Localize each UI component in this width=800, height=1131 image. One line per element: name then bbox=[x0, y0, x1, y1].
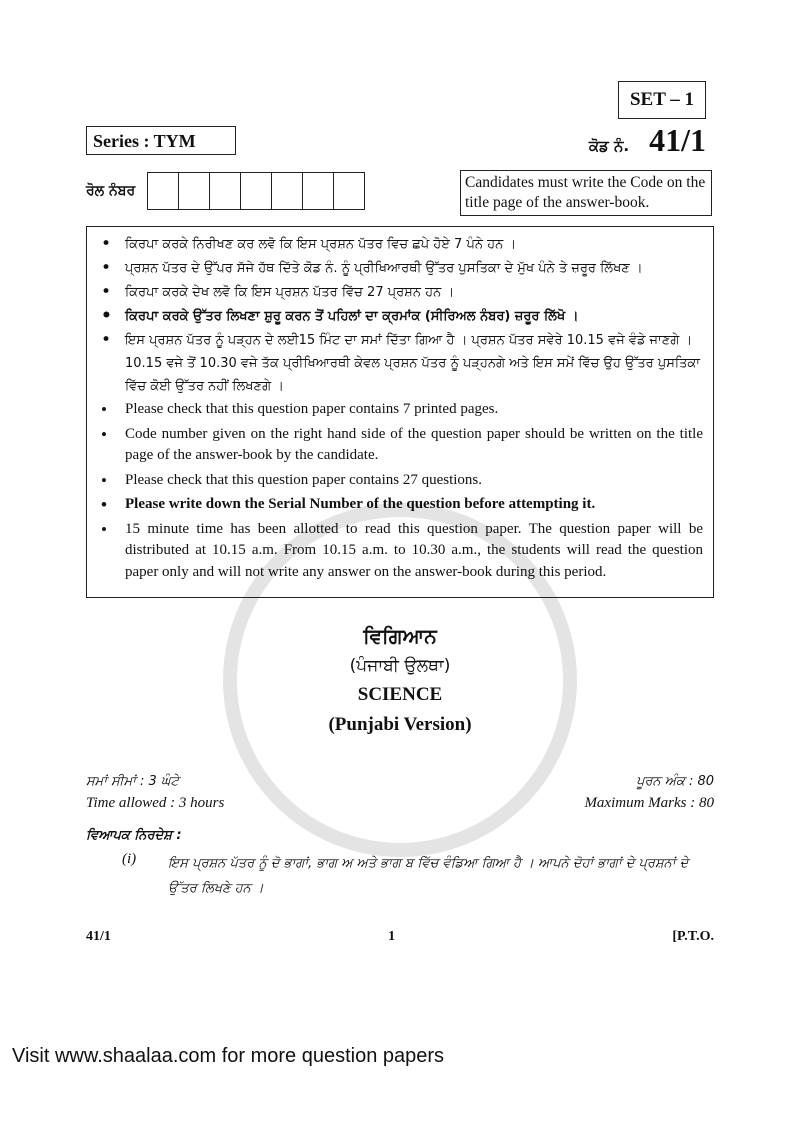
subtitle-english: (Punjabi Version) bbox=[328, 714, 472, 735]
roll-cell bbox=[241, 173, 272, 209]
candidates-note: Candidates must write the Code on the title page of the answer-book. bbox=[460, 170, 712, 216]
roll-number-boxes bbox=[147, 172, 365, 210]
title-english: SCIENCE bbox=[357, 684, 443, 705]
meta-block bbox=[86, 774, 714, 812]
roll-cell bbox=[210, 173, 241, 209]
bottom-link[interactable]: Visit www.shaalaa.com for more question papers bbox=[12, 1045, 445, 1067]
roll-number-label: ਰੋਲ ਨੰਬਰ bbox=[86, 183, 136, 199]
roll-cell bbox=[272, 173, 303, 209]
pto-label: [P.T.O. bbox=[672, 929, 714, 944]
footer-code: 41/1 bbox=[86, 929, 111, 944]
roll-row bbox=[86, 170, 714, 216]
roll-cell bbox=[303, 173, 334, 209]
series-label: Series : TYM bbox=[86, 126, 236, 155]
roll-cell bbox=[334, 173, 364, 209]
series-code-row bbox=[86, 121, 714, 158]
title-punjabi: ਵਿਗਿਆਨ bbox=[363, 624, 437, 648]
general-instructions bbox=[86, 828, 714, 901]
title-block bbox=[86, 624, 714, 736]
instruction-item: • ਕਿਰਪਾ ਕਰਕੇ ਦੇਖ ਲਵੋ ਕਿ ਇਸ ਪ੍ਰਸ਼ਨ ਪੱਤਰ ਵਿੱਚ 27 ਪ੍ਰਸ਼ਨ ਹਨ । bbox=[125, 281, 703, 304]
subtitle-punjabi: (ਪੰਜਾਬੀ ਉਲਥਾ) bbox=[349, 656, 451, 676]
instructions-box bbox=[86, 226, 714, 598]
instruction-item: • 15 minute time has been allotted to read this question paper. The question paper will be distributed at 10.15 a.m. From 10.15 a.m. to 10.30 a.m., the students will read the question paper only and will not write any answer on the answer-book during this period. bbox=[125, 519, 703, 584]
instruction-item: • ਕਿਰਪਾ ਕਰਕੇ ਨਿਰੀਖਣ ਕਰ ਲਵੋ ਕਿ ਇਸ ਪ੍ਰਸ਼ਨ ਪੱਤਰ ਵਿਚ ਛਪੇ ਹੋਏ 7 ਪੰਨੇ ਹਨ । bbox=[125, 233, 703, 256]
time-english: Time allowed : 3 hours bbox=[86, 795, 225, 811]
code-label: ਕੋਡ ਨੰ. bbox=[588, 136, 630, 155]
code-group bbox=[589, 122, 714, 159]
page-footer bbox=[86, 929, 714, 945]
instruction-item: • Please check that this question paper contains 7 printed pages. bbox=[125, 399, 703, 421]
instruction-item: • ਇਸ ਪ੍ਰਸ਼ਨ ਪੱਤਰ ਨੂੰ ਪੜ੍ਹਨ ਦੇ ਲਈ15 ਮਿੰਟ ਦਾ ਸਮਾਂ ਦਿੱਤਾ ਗਿਆ ਹੈ । ਪ੍ਰਸ਼ਨ ਪੱਤਰ ਸਵੇਰੇ 10.15 ਵਜੇ ਵੰਡੇ ਜਾਣਗੇ । 10.15 ਵਜੇ ਤੋਂ 10.30 ਵਜੇ ਤੱਕ ਪ੍ਰੀਖਿਆਰਥੀ ਕੇਵਲ ਪ੍ਰਸ਼ਨ ਪੱਤਰ ਨੂੰ ਪੜ੍ਹਨਗੇ ਅਤੇ ਇਸ ਸਮੇਂ ਵਿੱਚ ਉਹ ਉੱਤਰ ਪੁਸਤਿਕਾ ਵਿੱਚ ਕੋਈ ਉੱਤਰ ਨਹੀਂ ਲਿਖਣਗੇ । bbox=[125, 329, 703, 398]
instruction-item: • Please write down the Serial Number of the question before attempting it. bbox=[125, 494, 703, 516]
marks-english: Maximum Marks : 80 bbox=[584, 795, 714, 811]
time-punjabi: ਸਮਾਂ ਸੀਮਾਂ : 3 ਘੰਟੇ bbox=[86, 774, 179, 789]
roll-cell bbox=[148, 173, 179, 209]
paper-code: 41/1 bbox=[649, 121, 706, 158]
instructions-list bbox=[87, 227, 713, 583]
general-instructions-heading: ਵਿਆਪਕ ਨਿਰਦੇਸ਼ : bbox=[86, 828, 182, 843]
instruction-item: • Code number given on the right hand side of the question paper should be written on the title page of the answer-book by the candidate. bbox=[125, 424, 703, 467]
page-number: 1 bbox=[388, 929, 396, 944]
marks-punjabi: ਪੂਰਨ ਅੰਕ : 80 bbox=[636, 774, 714, 789]
set-row bbox=[86, 81, 714, 119]
instruction-item: • Please check that this question paper contains 27 questions. bbox=[125, 470, 703, 492]
general-item bbox=[86, 851, 714, 901]
set-label: SET – 1 bbox=[618, 81, 706, 119]
roll-cell bbox=[179, 173, 210, 209]
instruction-item: • ਪ੍ਰਸ਼ਨ ਪੱਤਰ ਦੇ ਉੱਪਰ ਸੱਜੇ ਹੱਥ ਦਿੱਤੇ ਕੋਡ ਨੰ. ਨੂੰ ਪ੍ਰੀਖਿਆਰਥੀ ਉੱਤਰ ਪੁਸਤਿਕਾ ਦੇ ਮੁੱਖ ਪੰਨੇ ਤੇ ਜ਼ਰੂਰ ਲਿੱਖਣ । bbox=[125, 257, 703, 280]
roll-number-group bbox=[86, 172, 365, 210]
general-item-number: (i) bbox=[122, 851, 137, 867]
instruction-item: • ਕਿਰਪਾ ਕਰਕੇ ਉੱਤਰ ਲਿਖਣਾ ਸ਼ੁਰੂ ਕਰਨ ਤੋਂ ਪਹਿਲਾਂ ਦਾ ਕ੍ਰਮਾਂਕ (ਸੀਰਿਅਲ ਨੰਬਰ) ਜ਼ਰੂਰ ਲਿੱਖੋ । bbox=[125, 305, 703, 328]
general-item-text: ਇਸ ਪ੍ਰਸ਼ਨ ਪੱਤਰ ਨੂੰ ਦੋ ਭਾਗਾਂ, ਭਾਗ ਅ ਅਤੇ ਭਾਗ ਬ ਵਿੱਚ ਵੰਡਿਆ ਗਿਆ ਹੈ । ਆਪਨੇ ਦੋਹਾਂ ਭਾਗਾਂ ਦੇ ਪ੍ਰਸ਼ਨਾਂ ਦੇ ਉੱਤਰ ਲਿਖਣੇ ਹਨ । bbox=[168, 856, 689, 896]
